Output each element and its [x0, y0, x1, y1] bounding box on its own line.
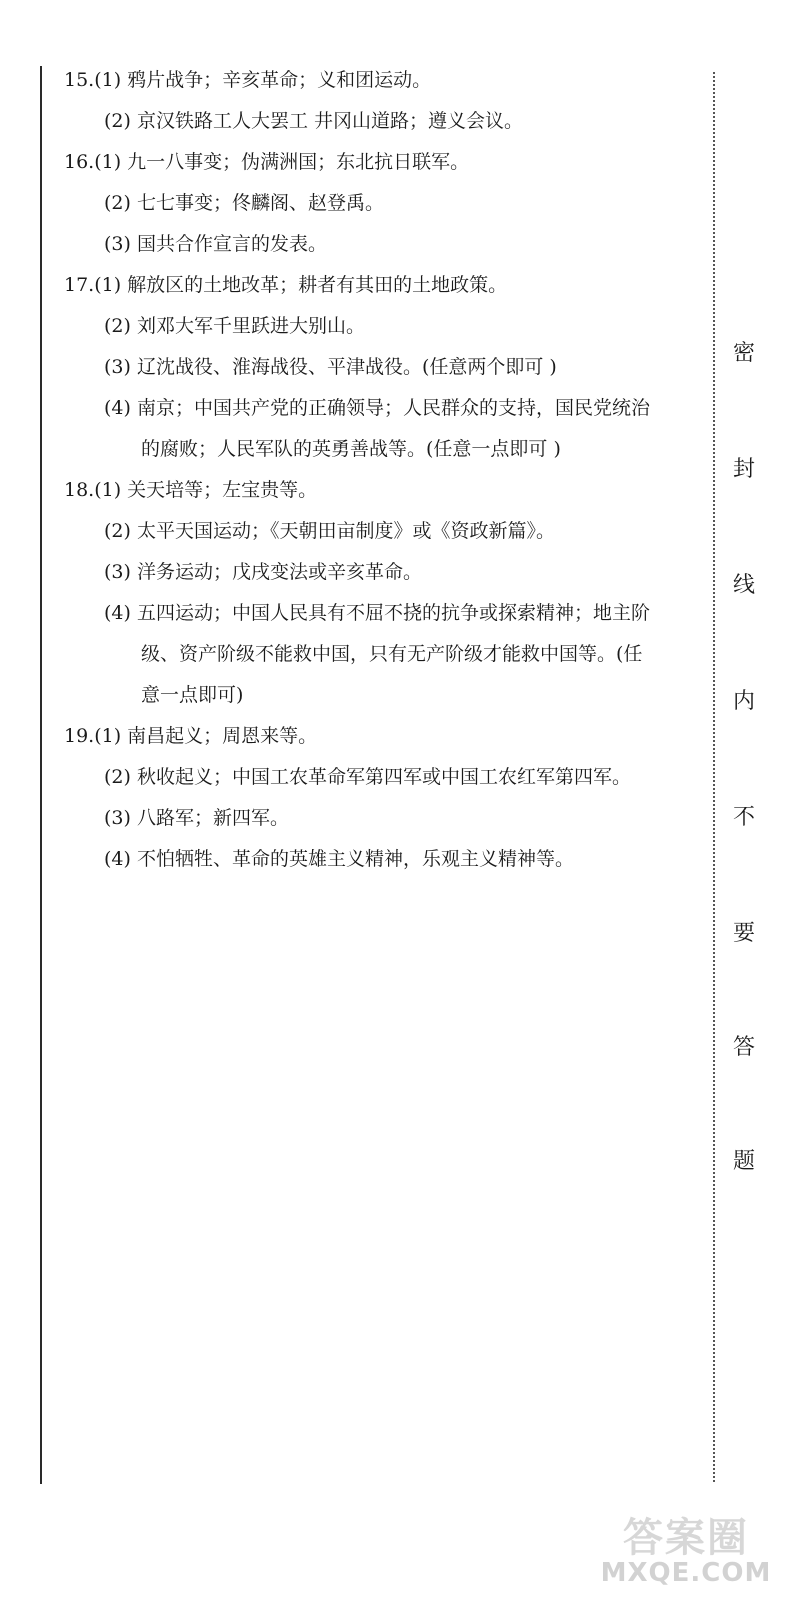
answer-line: 17.(1) 解放区的土地改革；耕者有其田的土地政策。	[64, 274, 508, 296]
seal-char: 要	[732, 921, 755, 946]
seal-char: 内	[732, 689, 755, 714]
answer-line: (3) 辽沈战役、淮海战役、平津战役。(任意两个即可 )	[104, 356, 557, 378]
site-watermark	[596, 1506, 776, 1596]
answer-line: 19.(1) 南昌起义；周恩来等。	[64, 725, 318, 747]
left-margin-rule	[40, 66, 42, 1484]
seal-char: 不	[732, 805, 755, 830]
answer-line: 18.(1) 关天培等；左宝贵等。	[64, 479, 318, 501]
answer-line: 的腐败；人民军队的英勇善战等。(任意一点即可 )	[141, 438, 561, 460]
answer-line: (3) 八路军；新四军。	[104, 807, 289, 829]
seal-dotted-line	[713, 72, 715, 1482]
answer-line: 15.(1) 鸦片战争；辛亥革命；义和团运动。	[64, 69, 432, 91]
answer-line: (4) 南京；中国共产党的正确领导；人民群众的支持，国民党统治	[104, 397, 650, 419]
seal-char: 封	[732, 457, 755, 482]
seal-char: 答	[732, 1035, 755, 1060]
answer-line: 意一点即可)	[141, 684, 244, 706]
answer-line: (2) 太平天国运动；《天朝田亩制度》或《资政新篇》。	[104, 520, 555, 542]
answer-line: (4) 不怕牺牲、革命的英雄主义精神，乐观主义精神等。	[104, 848, 574, 870]
answer-line: (4) 五四运动；中国人民具有不屈不挠的抗争或探索精神；地主阶	[104, 602, 650, 624]
watermark-cn: 答案圈	[623, 1515, 749, 1561]
seal-char: 密	[732, 341, 755, 366]
answer-line: (3) 洋务运动；戊戌变法或辛亥革命。	[104, 561, 422, 583]
answer-line: (3) 国共合作宣言的发表。	[104, 233, 327, 255]
answer-line: (2) 秋收起义；中国工农革命军第四军或中国工农红军第四军。	[104, 766, 631, 788]
answer-line: (2) 京汉铁路工人大罢工 井冈山道路；遵义会议。	[104, 110, 523, 132]
answer-line: 16.(1) 九一八事变；伪满洲国；东北抗日联军。	[64, 151, 470, 173]
answer-list	[64, 60, 704, 880]
seal-char: 线	[732, 573, 755, 598]
answer-line: (2) 刘邓大军千里跃进大别山。	[104, 315, 365, 337]
answer-line: 级、资产阶级不能救中国，只有无产阶级才能救中国等。(任	[141, 643, 643, 665]
answer-line: (2) 七七事变；佟麟阁、赵登禹。	[104, 192, 384, 214]
watermark-en: MXQE.COM	[600, 1558, 772, 1588]
seal-char: 题	[732, 1149, 755, 1174]
